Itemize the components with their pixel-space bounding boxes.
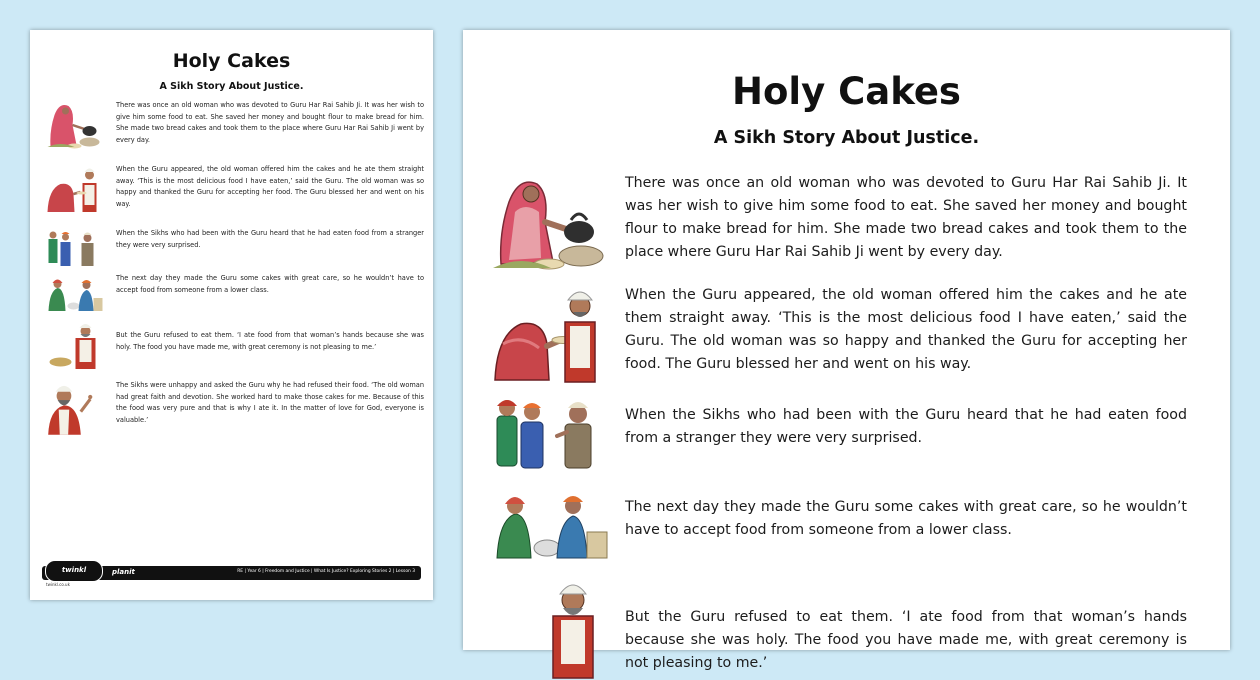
sikhs-making-cakes-illustration [491, 490, 609, 560]
story-paragraph-3: When the Sikhs who had been with the Guru heard that he had eaten food from a stranger they were very surprised. [625, 407, 1187, 446]
page-title: Holy Cakes [732, 70, 961, 113]
thumbnail-paragraph-4: The next day they made the Guru some cakes with great care, so he wouldn’t have to accept food from someone from a lower class. [116, 274, 424, 294]
old-woman-cooking-illustration [491, 172, 609, 272]
lesson-info: RE | Year 6 | Freedom and Justice | What Is Justice? Exploring Stories 2 | Lesson 3 [237, 569, 415, 574]
thumbnail-page[interactable] [30, 30, 433, 600]
thumbnail-paragraph-1: There was once an old woman who was devoted to Guru Har Rai Sahib Ji. It was her wish to give him some food to eat. She saved her money and bought flour to make bread for him. She made two bread cakes and took them to the place where Guru Har Rai Sahib Ji went by every day. [116, 101, 424, 144]
guru-explaining-illustration [44, 380, 106, 430]
main-page[interactable] [463, 30, 1230, 671]
woman-offering-cakes-illustration [491, 284, 609, 384]
story-paragraph-4: The next day they made the Guru some cakes with great care, so he wouldn’t have to accept food from someone from a lower class. [625, 499, 1187, 538]
thumbnail-paragraph-3: When the Sikhs who had been with the Guru heard that he had eaten food from a stranger they were very surprised. [116, 229, 424, 249]
story-paragraph-1: There was once an old woman who was devoted to Guru Har Rai Sahib Ji. It was her wish to give him some food to eat. She saved her money and bought flour to make bread for him. She made two bread cakes and took them to the place where Guru Har Rai Sahib Ji went by every day. [625, 175, 1187, 260]
woman-offering-cakes-illustration [44, 164, 106, 214]
thumbnail-paragraph-5: But the Guru refused to eat them. ‘I ate food from that woman’s hands because she was holy. The food you have made me, with great ceremony is not pleasing to me.’ [116, 331, 424, 351]
thumbnail-subtitle: A Sikh Story About Justice. [159, 81, 304, 92]
guru-refusing-food-illustration [44, 320, 106, 370]
page-subtitle: A Sikh Story About Justice. [713, 128, 980, 148]
twinkl-url: twinkl.co.uk [46, 582, 70, 587]
surprised-sikhs-illustration [491, 396, 609, 468]
planit-brand: planit [112, 568, 135, 576]
story-paragraph-2: When the Guru appeared, the old woman offered him the cakes and he ate them straight away. ‘This is the most delicious food I have eaten,’ said the Guru. The old woman was so happy and thanked the Guru for accepting her food. The Guru blessed her and went on his way. [625, 287, 1187, 372]
surprised-sikhs-illustration [44, 228, 106, 278]
thumbnail-footer [42, 566, 421, 580]
sikhs-making-cakes-illustration [44, 273, 106, 323]
thumbnail-paragraph-2: When the Guru appeared, the old woman offered him the cakes and he ate them straight away. ‘This is the most delicious food I have eaten,’ said the Guru. The old woman was so happy and thanked the Guru for accepting her food. The Guru blessed her and went on his way. [116, 165, 424, 208]
thumbnail-paragraph-6: The Sikhs were unhappy and asked the Guru why he had refused their food. ‘The old woman had great faith and devotion. She worked hard to make those cakes for me. Because of this the food was very pure and that is why I ate it. In the matter of love for God, everyone is valuable.’ [116, 381, 424, 424]
old-woman-cooking-illustration [44, 100, 106, 150]
twinkl-logo: twinkl [45, 560, 103, 582]
thumbnail-title: Holy Cakes [172, 50, 291, 72]
guru-refusing-food-illustration [491, 580, 609, 680]
story-paragraph-5: But the Guru refused to eat them. ‘I ate food from that woman’s hands because she was holy. The food you have made me, with great ceremony is not pleasing to me.’ [625, 609, 1187, 671]
